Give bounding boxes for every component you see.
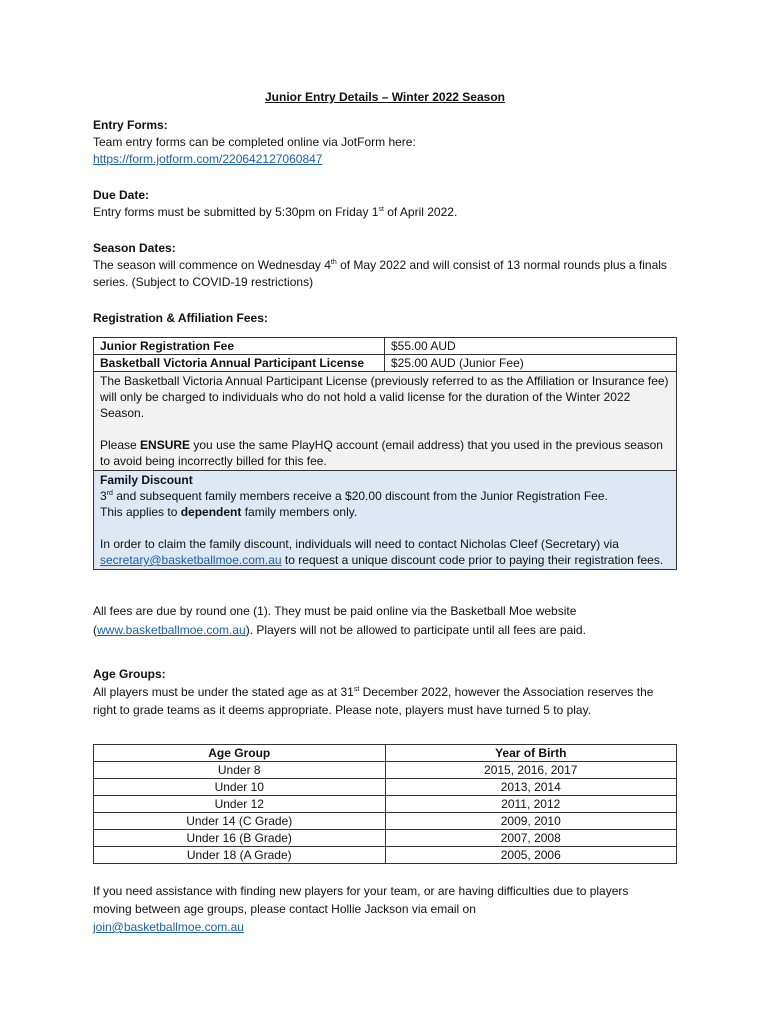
license-note: The Basketball Victoria Annual Participant License (previously referred to as the Affiliation or Insurance fee) will only be charged to individuals who do not hold a valid license for the duration of the Winter 2022 Season. [100,374,669,420]
jotform-link[interactable]: https://form.jotform.com/220642127060847 [93,152,323,166]
entry-forms-heading: Entry Forms: [93,118,168,132]
table-row [94,338,677,355]
age-groups-text: All players must be under the stated age as at 31st December 2022, however the Association reserves the right to grade teams as it deems appropriate. Please note, players must have turned 5 to play. [93,685,654,717]
season-dates-heading: Season Dates: [93,241,176,255]
age-groups-heading: Age Groups: [93,667,166,681]
table-row [94,372,677,471]
page-title: Junior Entry Details – Winter 2022 Season [265,90,505,104]
join-email-link[interactable]: join@basketballmoe.com.au [93,920,244,934]
birth-year-cell: 2007, 2008 [385,830,677,847]
assistance-text: If you need assistance with finding new players for your team, or are having difficulties due to players moving between age groups, please contact Hollie Jackson via email on [93,884,629,916]
table-row [94,779,677,796]
age-groups-table [93,744,677,864]
birth-year-cell: 2009, 2010 [385,813,677,830]
license-note-cell [94,372,677,471]
due-date-section [93,187,683,221]
family-discount-line2: This applies to dependent family members only. [100,505,358,519]
fee-value: $55.00 AUD [385,338,677,355]
fees-table [93,337,677,570]
website-link[interactable]: www.basketballmoe.com.au [97,623,246,637]
assistance-section [93,882,653,936]
column-header: Age Group [94,745,386,762]
table-row [94,813,677,830]
table-row [94,847,677,864]
age-groups-section [93,665,673,719]
table-row [94,471,677,570]
family-discount-claim: In order to claim the family discount, individuals will need to contact Nicholas Cleef (Secretary) via secretary@basketballmoe.com.au to request a unique discount code prior to paying their registration fees. [100,537,664,567]
birth-year-cell: 2013, 2014 [385,779,677,796]
birth-year-cell: 2011, 2012 [385,796,677,813]
entry-forms-text: Team entry forms can be completed online via JotForm here: [93,135,416,149]
due-date-heading: Due Date: [93,188,150,202]
age-group-cell: Under 8 [94,762,386,779]
table-row [94,830,677,847]
age-group-cell: Under 12 [94,796,386,813]
fees-heading: Registration & Affiliation Fees: [93,311,268,325]
payment-text: All fees are due by round one (1). They must be paid online via the Basketball Moe website (www.basketballmoe.com.au). Players will not be allowed to participate until all fees are paid. [93,604,586,637]
season-dates-section [93,240,683,291]
season-dates-text: The season will commence on Wednesday 4th of May 2022 and will consist of 13 normal rounds plus a finals series. (Subject to COVID-19 restrictions) [93,258,667,289]
age-group-cell: Under 14 (C Grade) [94,813,386,830]
column-header: Year of Birth [385,745,677,762]
family-discount-line1: 3rd and subsequent family members receive a $20.00 discount from the Junior Registration Fee. [100,489,608,503]
table-row [94,796,677,813]
family-discount-heading: Family Discount [100,473,193,487]
birth-year-cell: 2005, 2006 [385,847,677,864]
age-group-cell: Under 10 [94,779,386,796]
table-row [94,355,677,372]
age-group-cell: Under 18 (A Grade) [94,847,386,864]
age-group-cell: Under 16 (B Grade) [94,830,386,847]
ensure-note: Please ENSURE you use the same PlayHQ account (email address) that you used in the previous season to avoid being incorrectly billed for this fee. [100,438,663,468]
birth-year-cell: 2015, 2016, 2017 [385,762,677,779]
table-header-row [94,745,677,762]
secretary-email-link[interactable]: secretary@basketballmoe.com.au [100,553,282,567]
table-row [94,762,677,779]
family-discount-cell [94,471,677,570]
fee-value: $25.00 AUD (Junior Fee) [385,355,677,372]
due-date-text: Entry forms must be submitted by 5:30pm on Friday 1st of April 2022. [93,205,458,219]
entry-forms-section [93,117,683,168]
fee-label: Basketball Victoria Annual Participant License [94,355,385,372]
fee-label: Junior Registration Fee [94,338,385,355]
